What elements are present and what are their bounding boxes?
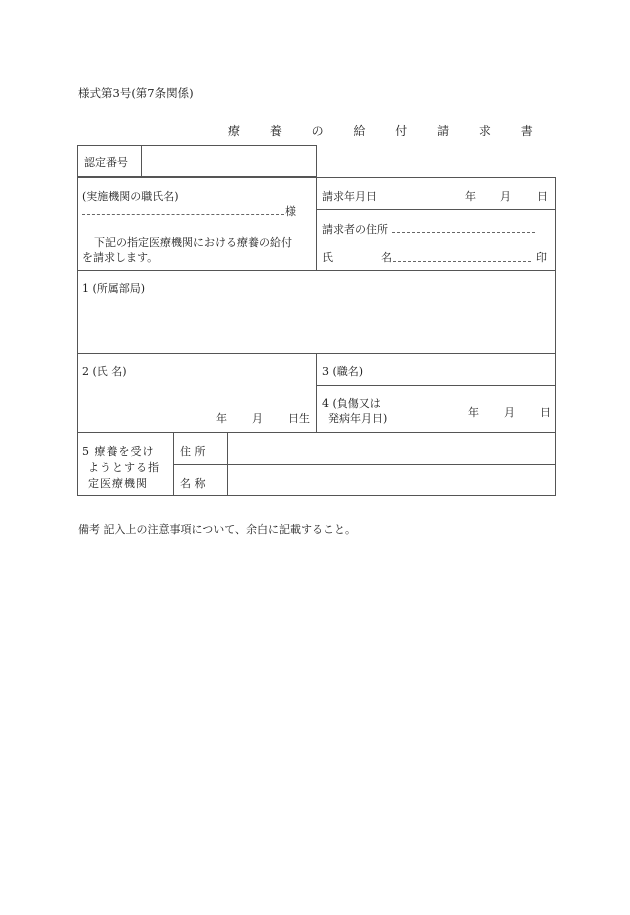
institution-title-label: (実施機関の職氏名) xyxy=(82,190,179,203)
field5-label-line1: 5 療養を受け xyxy=(82,445,155,458)
field5-label-line2: ようとする指 xyxy=(88,461,160,474)
divider xyxy=(77,270,556,271)
request-date-label: 請求年月日 xyxy=(322,190,377,203)
field4-label-line2: 発病年月日) xyxy=(328,412,388,425)
divider xyxy=(316,209,556,210)
requester-name-label-shi: 氏 xyxy=(322,251,333,264)
certification-number-field[interactable] xyxy=(146,149,312,173)
form-number: 様式第3号(第7条関係) xyxy=(78,86,194,100)
certification-number-label: 認定番号 xyxy=(84,156,128,169)
sama-label: 様 xyxy=(285,205,296,218)
field3-label: 3 (職名) xyxy=(322,365,364,378)
divider xyxy=(316,177,317,270)
divider xyxy=(316,385,556,386)
birth-day: 日生 xyxy=(288,412,310,425)
requester-address-line[interactable] xyxy=(392,232,535,233)
divider xyxy=(141,145,142,177)
nomenclature-label: 名 称 xyxy=(180,477,206,490)
onset-month: 月 xyxy=(504,406,515,419)
field5-label-line3: 定医療機関 xyxy=(88,477,148,490)
institution-name-field[interactable] xyxy=(232,468,552,494)
onset-day: 日 xyxy=(540,406,551,419)
request-date-year: 年 xyxy=(465,190,476,203)
requester-name-label-mei: 名 xyxy=(381,251,392,264)
request-text-line2: を請求します。 xyxy=(82,251,159,264)
seal-mark: 印 xyxy=(536,251,547,264)
page-title: 療 養 の 給 付 請 求 書 xyxy=(228,124,546,138)
birth-year: 年 xyxy=(216,412,227,425)
divider xyxy=(173,464,556,465)
request-date-day: 日 xyxy=(537,190,548,203)
divider xyxy=(77,432,556,433)
institution-address-field[interactable] xyxy=(232,436,552,462)
field1-label: 1 (所属部局) xyxy=(82,282,146,295)
divider xyxy=(316,353,317,432)
requester-address-label: 請求者の住所 xyxy=(322,223,388,236)
field2-label: 2 (氏 名) xyxy=(82,365,127,378)
address-label: 住 所 xyxy=(180,445,206,458)
request-text-line1: 下記の指定医療機関における療養の給付 xyxy=(94,236,292,249)
note: 備考 記入上の注意事項について、余白に記載すること。 xyxy=(78,523,357,536)
birth-month: 月 xyxy=(252,412,263,425)
onset-year: 年 xyxy=(468,406,479,419)
request-date-month: 月 xyxy=(500,190,511,203)
field4-label-line1: 4 (負傷又は xyxy=(322,397,381,410)
institution-name-line[interactable] xyxy=(82,214,284,215)
requester-name-line[interactable] xyxy=(393,261,531,262)
